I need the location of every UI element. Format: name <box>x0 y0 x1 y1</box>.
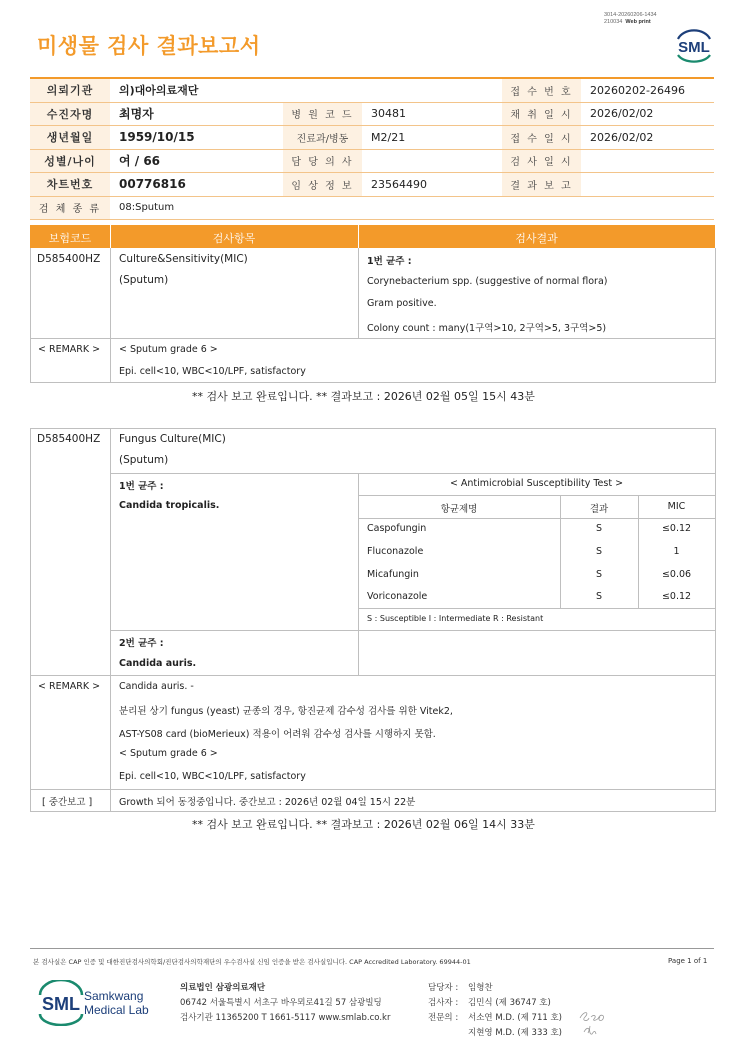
test2-remark-line: AST-YS08 card (bioMerieux) 적용이 어려워 감수성 검사를 시행하지 못함. <box>119 729 436 740</box>
ast-mic: ≤0.12 <box>661 523 692 534</box>
ast-title: < Antimicrobial Susceptibility Test > <box>449 478 624 489</box>
test2-remark-line: Candida auris. - <box>119 681 194 692</box>
test1-block <box>30 248 716 383</box>
ast-drug: Caspofungin <box>367 523 427 534</box>
report-value <box>581 173 714 197</box>
staff-name: 김민식 (제 36747 호) <box>468 998 551 1008</box>
dept-value: M2/21 <box>362 126 502 150</box>
chart-no-value: 00776816 <box>110 173 283 197</box>
test1-result-line: Colony count : many(1구역>10, 2구역>5, 3구역>5) <box>367 323 607 334</box>
org-contact: 검사기관 11365200 T 1661-5117 www.smlab.co.kr <box>180 1013 391 1023</box>
institution-value: 의)대아의료재단 <box>110 78 502 102</box>
test2-remark-label: < REMARK > <box>38 681 101 692</box>
svg-text:SML: SML <box>678 39 710 56</box>
ast-mic: ≤0.06 <box>661 569 692 580</box>
test1-result-line: Corynebacterium spp. (suggestive of normal flora) <box>367 276 608 287</box>
ast-header-result: 결과 <box>589 504 609 515</box>
ast-drug: Fluconazole <box>367 546 424 557</box>
test1-result-line: Gram positive. <box>367 298 437 309</box>
ast-drug: Micafungin <box>367 569 419 580</box>
report-title: 미생물 검사 결과보고서 <box>37 34 261 58</box>
staff-role: 전문의 : <box>428 1013 459 1023</box>
test1-remark-line: Epi. cell<10, WBC<10/LPF, satisfactory <box>119 366 306 377</box>
test1-item: Culture&Sensitivity(MIC) <box>119 253 248 265</box>
test1-remark-line: < Sputum grade 6 > <box>119 344 218 355</box>
staff-name: 서소연 M.D. (제 711 호) <box>468 1013 563 1023</box>
test1-remark-label: < REMARK > <box>38 344 101 355</box>
test2-item-specimen: (Sputum) <box>119 454 169 466</box>
test1-completion-note: ** 검사 보고 완료입니다. ** 결과보고 : 2026년 02월 05일 15시 43분 <box>192 390 535 403</box>
ast-result: S <box>595 591 603 602</box>
clinical-info-value: 23564490 <box>362 173 502 197</box>
samkwang-logo: SML Samkwang Medical Lab <box>37 980 167 1028</box>
receipt-date-value: 2026/02/02 <box>581 126 714 150</box>
specimen-value: 08:Sputum <box>110 196 714 220</box>
page-number: Page 1 of 1 <box>668 957 708 965</box>
ast-result: S <box>595 523 603 534</box>
doctor-value <box>362 149 502 173</box>
ast-mic: ≤0.12 <box>661 591 692 602</box>
svg-text:SML: SML <box>42 994 80 1014</box>
patient-info-table: 의뢰기관 의)대아의료재단 접 수 번 호 20260202-26496 수진자명 최명자 병 원 코 드 30481 채 취 일 시 2026/02/02 생년월일 1959/10/15 진료과/병동 M2/21 접 수 일 시 2026/02/02 성별/나이 여 / 66 담 당 의 사 검 사 일 시 차트번호 00776816 임 상 정 보 23564490 결 과 보 고 검 체 종 류 08:Sputum <box>30 77 714 220</box>
ast-header-drug: 항균제명 <box>440 504 478 515</box>
signature <box>576 1004 616 1044</box>
document-code: 3014-20260206-1434 210034 Web print <box>604 12 657 25</box>
test-date-value <box>581 149 714 173</box>
staff-name: 지현영 M.D. (제 333 호) <box>468 1028 563 1038</box>
ast-legend: S : Susceptible I : Intermediate R : Resistant <box>367 614 544 623</box>
receipt-no-value: 20260202-26496 <box>581 78 714 102</box>
org-address: 06742 서울특별시 서초구 바우뫼로41길 57 삼광빌딩 <box>180 998 382 1008</box>
test1-result-line: 1번 균주 : <box>367 256 412 267</box>
ast-mic: 1 <box>673 546 680 557</box>
ast-result: S <box>595 569 603 580</box>
test2-remark-line: < Sputum grade 6 > <box>119 748 218 759</box>
ast-header-mic: MIC <box>667 501 686 512</box>
sex-age-value: 여 / 66 <box>110 149 283 173</box>
strain1-label: 1번 균주 : <box>119 481 164 492</box>
test2-remark-line: 분리된 상기 fungus (yeast) 균종의 경우, 항진균제 감수성 검사를 위한 Vitek2, <box>119 706 453 717</box>
staff-role: 담당자 : <box>428 983 459 993</box>
test2-remark-line: Epi. cell<10, WBC<10/LPF, satisfactory <box>119 771 306 782</box>
strain1-name: Candida tropicalis. <box>119 500 220 511</box>
strain2-label: 2번 균주 : <box>119 638 164 649</box>
staff-role: 검사자 : <box>428 998 459 1008</box>
patient-name-value: 최명자 <box>110 102 283 126</box>
dob-value: 1959/10/15 <box>110 126 283 150</box>
ast-drug: Voriconazole <box>367 591 428 602</box>
test2-item: Fungus Culture(MIC) <box>119 433 226 445</box>
hospital-code-value: 30481 <box>362 102 502 126</box>
certification-note: 본 검사실은 CAP 인증 및 대한진단검사의학회/진단검사의학재단의 우수검사실 신임 인증을 받은 검사실입니다. CAP Accredited Laboratory. 69944-01 <box>33 958 471 966</box>
staff-name: 임형찬 <box>468 983 493 993</box>
result-header: 보험코드 검사항목 검사결과 <box>30 225 715 248</box>
sml-logo <box>674 25 714 63</box>
ast-result: S <box>595 546 603 557</box>
test2-code: D585400HZ <box>37 433 101 445</box>
org-name: 의료법인 삼광의료재단 <box>180 983 266 993</box>
test1-item-specimen: (Sputum) <box>119 274 169 286</box>
interim-label: [ 중간보고 ] <box>42 797 93 808</box>
collection-date-value: 2026/02/02 <box>581 102 714 126</box>
test1-code: D585400HZ <box>37 253 101 265</box>
strain2-name: Candida auris. <box>119 658 197 669</box>
test2-completion-note: ** 검사 보고 완료입니다. ** 결과보고 : 2026년 02월 06일 14시 33분 <box>192 818 535 831</box>
interim-text: Growth 되어 동정중입니다. 중간보고 : 2026년 02월 04일 15시 22분 <box>119 797 416 808</box>
